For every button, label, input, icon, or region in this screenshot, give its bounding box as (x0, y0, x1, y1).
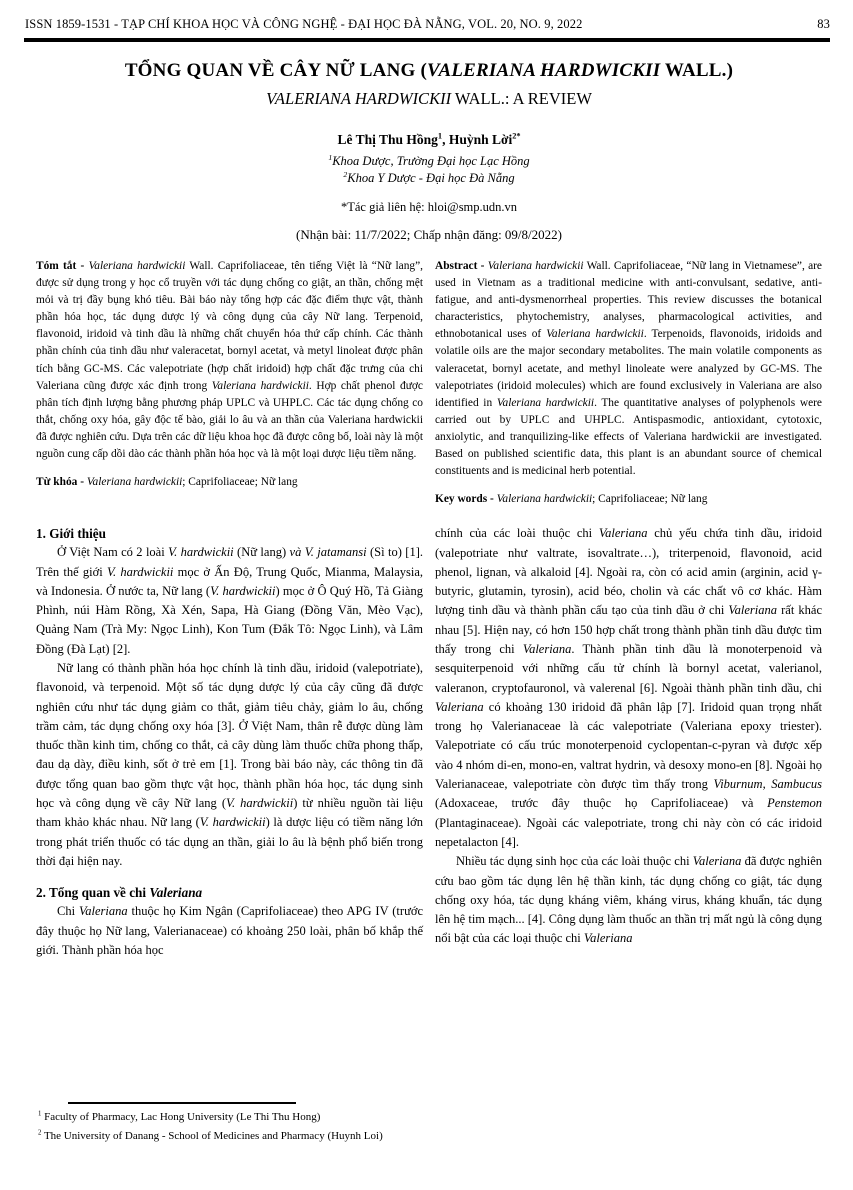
article-content (36, 52, 822, 960)
article-body (36, 524, 822, 960)
affiliation-2: $^2$Khoa Y Dược - Đại học Đà Nẵng (343, 169, 515, 185)
authors-line: Lê Thị Thu Hồng$^1$, Huỳnh Lời$^{2*}$ (337, 131, 521, 147)
footnote-2: $^2$ The University of Danang - School of Medicines and Pharmacy (Huynh Loi) (38, 1129, 383, 1142)
body-paragraph-1: Ở Việt Nam có 2 loài V. hardwickii (Nữ lang) và V. jatamansi (Sì to) [1]. Trên thế giới V. hardwickii mọc ở Ấn Độ, Trung Quốc, Mianma, Malaysia, và Indonesia. Ở nước ta, Nữ lang (V. hardwickii) mọc ở Ô Quý Hồ, Tả Giàng Phình, núi Hàm Rồng, Xà Xén, Sapa, Hà Giang (Đồng Văn, Mèo Vạc), Quảng Nam (Trà My: Ngọc Linh), Kon Tum (Đắk Tô: Ngọc Linh), và Lâm Đồng (Đà Lạt) [2]. (36, 545, 423, 656)
journal-title-line: ISSN 1859-1531 - TẠP CHÍ KHOA HỌC VÀ CÔNG NGHỆ - ĐẠI HỌC ĐÀ NẴNG, VOL. 20, NO. 9, 2022 (25, 17, 583, 31)
body-paragraph-3-continued: chính của các loài thuộc chi Valeriana chủ yếu chứa tinh dầu, iridoid (valepotriate như valtrate, isovaltrate…), triterpenoid, flavonoid, acid phenol, lignan, và alkaloid [4]. Ngoài ra, còn có acid amin (arginin, acid γ-butyric, glutamin, tyrosin), acid béo, cholin và các chất vô cơ khác. Hàm lượng tinh dầu và thành phần cấu tạo của tinh dầu ở chi Valeriana rất khác nhau [5]. Hiện nay, có hơn 150 hợp chất trong thành phần tinh dầu được tìm thấy trong chi Valeriana. Thành phần tinh dầu là monoterpenoid và sesquiterpenoid với những cấu tử chính là bornyl acetat, valerianol, valeranon, cryptofauronol, và valerenal [6]. Ngoài thành phần tinh dầu, chi Valeriana có khoảng 130 iridoid đã phân lập [7]. Iridoid quan trọng nhất trong họ Valerianaceae là các valepotriate (Valeriana epoxy triester). Valepotriate có cấu trúc monoterpenoid cyclopentan-c-pyran và được xếp vào 4 nhóm di-en, mono-en, valtrat hydrin, và desoxy mono-en [8]. Ngoài họ Valerianaceae, valepotriate còn được tìm thấy trong Viburnum, Sambucus (Adoxaceae, trước đây thuộc họ Caprifoliaceae) và Penstemon (Plantaginaceae). Ngoài các valepotriate, trong chi này còn có các iridoid nepetalacton [4]. (435, 526, 823, 849)
affiliation-1: $^1$Khoa Dược, Trường Đại học Lạc Hồng (328, 152, 530, 168)
footnote-divider (68, 1102, 296, 1104)
section-heading-2: 2. Tổng quan về chi Valeriana (36, 885, 203, 901)
body-column-left (36, 524, 423, 960)
article-title-en: VALERIANA HARDWICKII WALL.: A REVIEW (266, 89, 592, 108)
header-rule (24, 38, 830, 42)
keywords-vi-line: Từ khóa - Valeriana hardwickii; Caprifoliaceae; Nữ lang (36, 476, 298, 489)
body-paragraph-4: Nhiều tác dụng sinh học của các loài thuộc chi Valeriana đã được nghiên cứu bao gồm tác dụng lên hệ thần kinh, tác dụng chống co giật, tác dụng chống oxy hóa, tác dụng kháng viêm, kháng virus, kháng khuẩn, tác dụng lên hệ tim mạch... [4]. Công dụng làm thuốc an thần trị mất ngủ là công dụng nổi bật của các loại thuộc chi Valeriana (435, 854, 822, 946)
abstract-column-vi (36, 258, 423, 507)
footnote-area (0, 1094, 853, 1190)
abstract-vi-paragraph: Tóm tắt - Valeriana hardwickii Wall. Caprifoliaceae, tên tiếng Việt là “Nữ lang”, được sử dụng trong y học cổ truyền với tác dụng chống co giật, an thần, chống mệt mỏi và trị đầy bụng khó tiêu. Bài báo này tổng hợp các đặc điểm thực vật, thành phần hóa học, tác dụng dược lý và công dụng của cây Nữ lang. Terpenoid, flavonoid, iridoid và tinh dầu là những chất chuyển hóa thứ cấp chính. Các thành phần chính của tinh dầu như valeracetat, bornyl acetat, và metyl linoleat được phân tích bằng GC-MS. Các valepotriate (hợp chất iridoid) hợp chất đặc trưng của chi Valeriana cũng được xác định trong Valeriana hardwickii. Hợp chất phenol được phân tích định lượng bằng phương pháp UPLC và UHPLC. Các tác dụng chống co thắt, chống oxy hóa, gây độc tế bào, giải lo âu và an thần của Valeriana hardwickii đã được nghiên cứu. Dựa trên các dữ liệu khoa học đã được công bố, loài này là một nguồn cung cấp dồi dào các thành phần hóa học và là một loại dược liệu tiềm năng. (36, 260, 423, 461)
corresponding-author-line: *Tác giả liên hệ: hloi@smp.udn.vn (340, 200, 518, 214)
body-paragraph-2: Nữ lang có thành phần hóa học chính là tinh dầu, iridoid (valepotriate), flavonoid, và terpenoid. Một số tác dụng dược lý của cây cũng đã được nghiên cứu như tác dụng giảm co thắt, giảm tiêu chảy, giảm lo âu, chống trầm cảm, tác dụng chống oxy hóa [3]. Ở Việt Nam, thân rễ được dùng làm thuốc thần kinh tim, chống co thắt, cả cây dùng làm thuốc chữa phong thấp, đau dạ dày, điều kinh, sốt ở trẻ em [1]. Trong bài báo này, các thông tin đã được tổng quan bao gồm thực vật học, thành phần hóa học, tác dụng sinh học và công dụng về cây Nữ lang (V. hardwickii) từ nhiều nguồn tài liệu tham khảo khác nhau. Nữ lang (V. hardwickii) là dược liệu có tiềm năng lớn trong phát triển thuốc có tác dụng an thần, giải lo âu là bệnh phổ biến trong thời đại hiện nay. (36, 661, 424, 868)
article-front-matter (36, 60, 822, 243)
abstract-section (36, 258, 822, 507)
page-header (25, 17, 830, 32)
abstract-en-paragraph: Abstract - Valeriana hardwickii Wall. Caprifoliaceae, “Nữ lang in Vietnamese”, are used in Vietnam as a traditional medicine with anti-convulsant, sedative, anti-fatigue, and anti-dysmenorrheal properties. This review discusses the botanical characteristics, phytochemistry, analyses, pharmacological activities, and ethnobotanical uses of Valeriana hardwickii. Terpenoids, flavonoids, iridoids and volatile oils are the major secondary metabolites. The main volatile components as valeracetat, bornyl acetate, and methyl linoleate were analyzed by GC-MS. The valepotriates (iridoid molecules) which are found exclusively in Valeriana are also identified in Valeriana hardwickii. The quantitative analyses of polyphenols were carried out by UPLC and UHPLC. Antispasmodic, antioxidant, cytotoxic, anxiolytic, and tranquilizing-like effects of Valeriana hardwickii are investigated. Based on published scientific data, this plant is an abundant source of chemical constituents and is medicinal herb potential. (435, 260, 822, 478)
body-paragraph-3: Chi Valeriana thuộc họ Kim Ngân (Caprifoliaceae) theo APG IV (trước đây thuộc họ Nữ lang, Valerianaceae) có khoảng 250 loài, phân bố khắp thế giới. Thành phần hóa học (36, 904, 424, 957)
article-title-vi: TỔNG QUAN VỀ CÂY NỮ LANG (VALERIANA HARDWICKII WALL.) (124, 60, 734, 81)
keywords-en-line: Key words - Valeriana hardwickii; Caprifoliaceae; Nữ lang (435, 493, 708, 506)
page-number: 83 (817, 17, 830, 31)
body-column-right (435, 524, 822, 960)
section-heading-1: 1. Giới thiệu (36, 526, 106, 542)
received-accepted-line: (Nhận bài: 11/7/2022; Chấp nhận đăng: 09/8/2022) (296, 227, 562, 242)
abstract-column-en (435, 258, 822, 507)
footnote-1: $^1$ Faculty of Pharmacy, Lac Hong University (Le Thi Thu Hong) (38, 1110, 321, 1123)
